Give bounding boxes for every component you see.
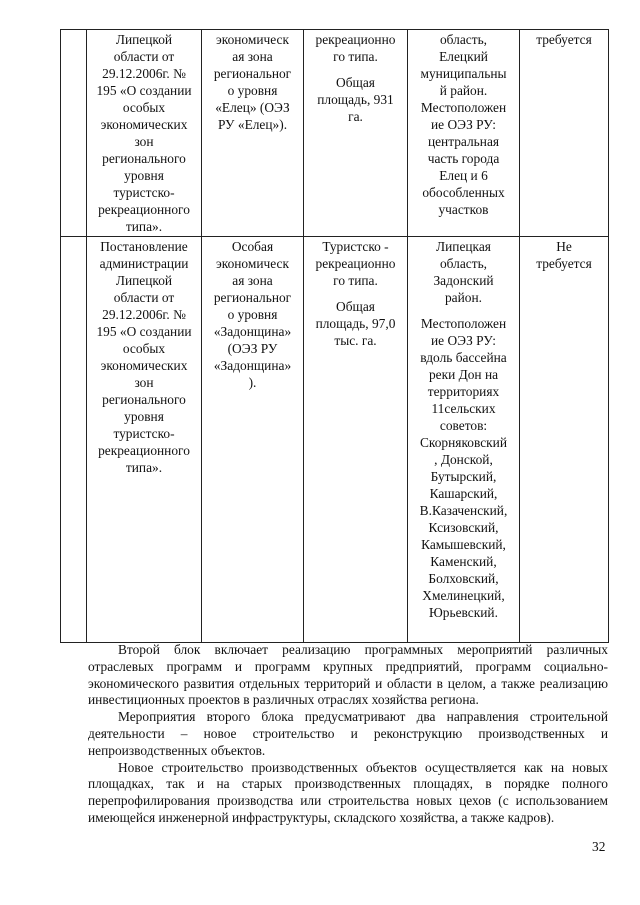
table-row <box>61 30 609 237</box>
zone-name-cell: Особая экономическ ая зона региональног о уровня «Задонщина» (ОЭЗ РУ «Задонщина» ). <box>202 237 304 643</box>
location-cell: область, Елецкий муниципальны й район. Местоположен ие ОЭЗ РУ: центральная часть города Елец и 6 обособленных участков <box>408 30 520 237</box>
page-number: 32 <box>592 839 606 854</box>
row-number-cell <box>61 30 87 237</box>
location-cell: Липецкая область, Задонский район. Местоположен ие ОЭЗ РУ: вдоль бассейна реки Дон на территориях 11сельских советов: Скорняковский , Донской, Бутырский, Кашарский, В.Казаченский, Ксизовский, Камышевский, Каменский, Болховский, Хмелинецкий, Юрьевский. <box>408 237 520 643</box>
zones-table <box>60 29 609 643</box>
requirement-cell: Не требуется <box>520 237 609 643</box>
paragraph: Второй блок включает реализацию программных мероприятий различных отраслевых программ и программ крупных предприятий, программ социально-экономического развития отдельных территорий и области в целом, а также реализацию инвестиционных проектов в различных отраслях хозяйства региона. <box>88 642 608 708</box>
zone-type-cell: рекреационно го типа. Общая площадь, 931 га. <box>304 30 408 237</box>
paragraph: Новое строительство производственных объектов осуществляется как на новых площадках, так и на старых производственных площадях, в порядке полного перепрофилирования производства или строительства новых цехов (с использованием имеющейся инженерной инфраструктуры, складского хозяйства, а также кадров). <box>88 759 608 825</box>
requirement-cell: требуется <box>520 30 609 237</box>
doc-cell: Липецкой области от 29.12.2006г. № 195 «О создании особых экономических зон регионального уровня туристско- рекреационного типа». <box>87 30 202 237</box>
body-text <box>88 642 608 827</box>
table-row <box>61 237 609 643</box>
row-number-cell <box>61 237 87 643</box>
zone-type-cell: Туристско - рекреационно го типа. Общая площадь, 97,0 тыс. га. <box>304 237 408 643</box>
doc-cell: Постановление администрации Липецкой области от 29.12.2006г. № 195 «О создании особых экономических зон регионального уровня туристско- рекреационного типа». <box>87 237 202 643</box>
paragraph: Мероприятия второго блока предусматривают два направления строительной деятельности – новое строительство и реконструкцию производственных и непроизводственных объектов. <box>88 709 608 758</box>
zone-name-cell: экономическ ая зона региональног о уровня «Елец» (ОЭЗ РУ «Елец»). <box>202 30 304 237</box>
